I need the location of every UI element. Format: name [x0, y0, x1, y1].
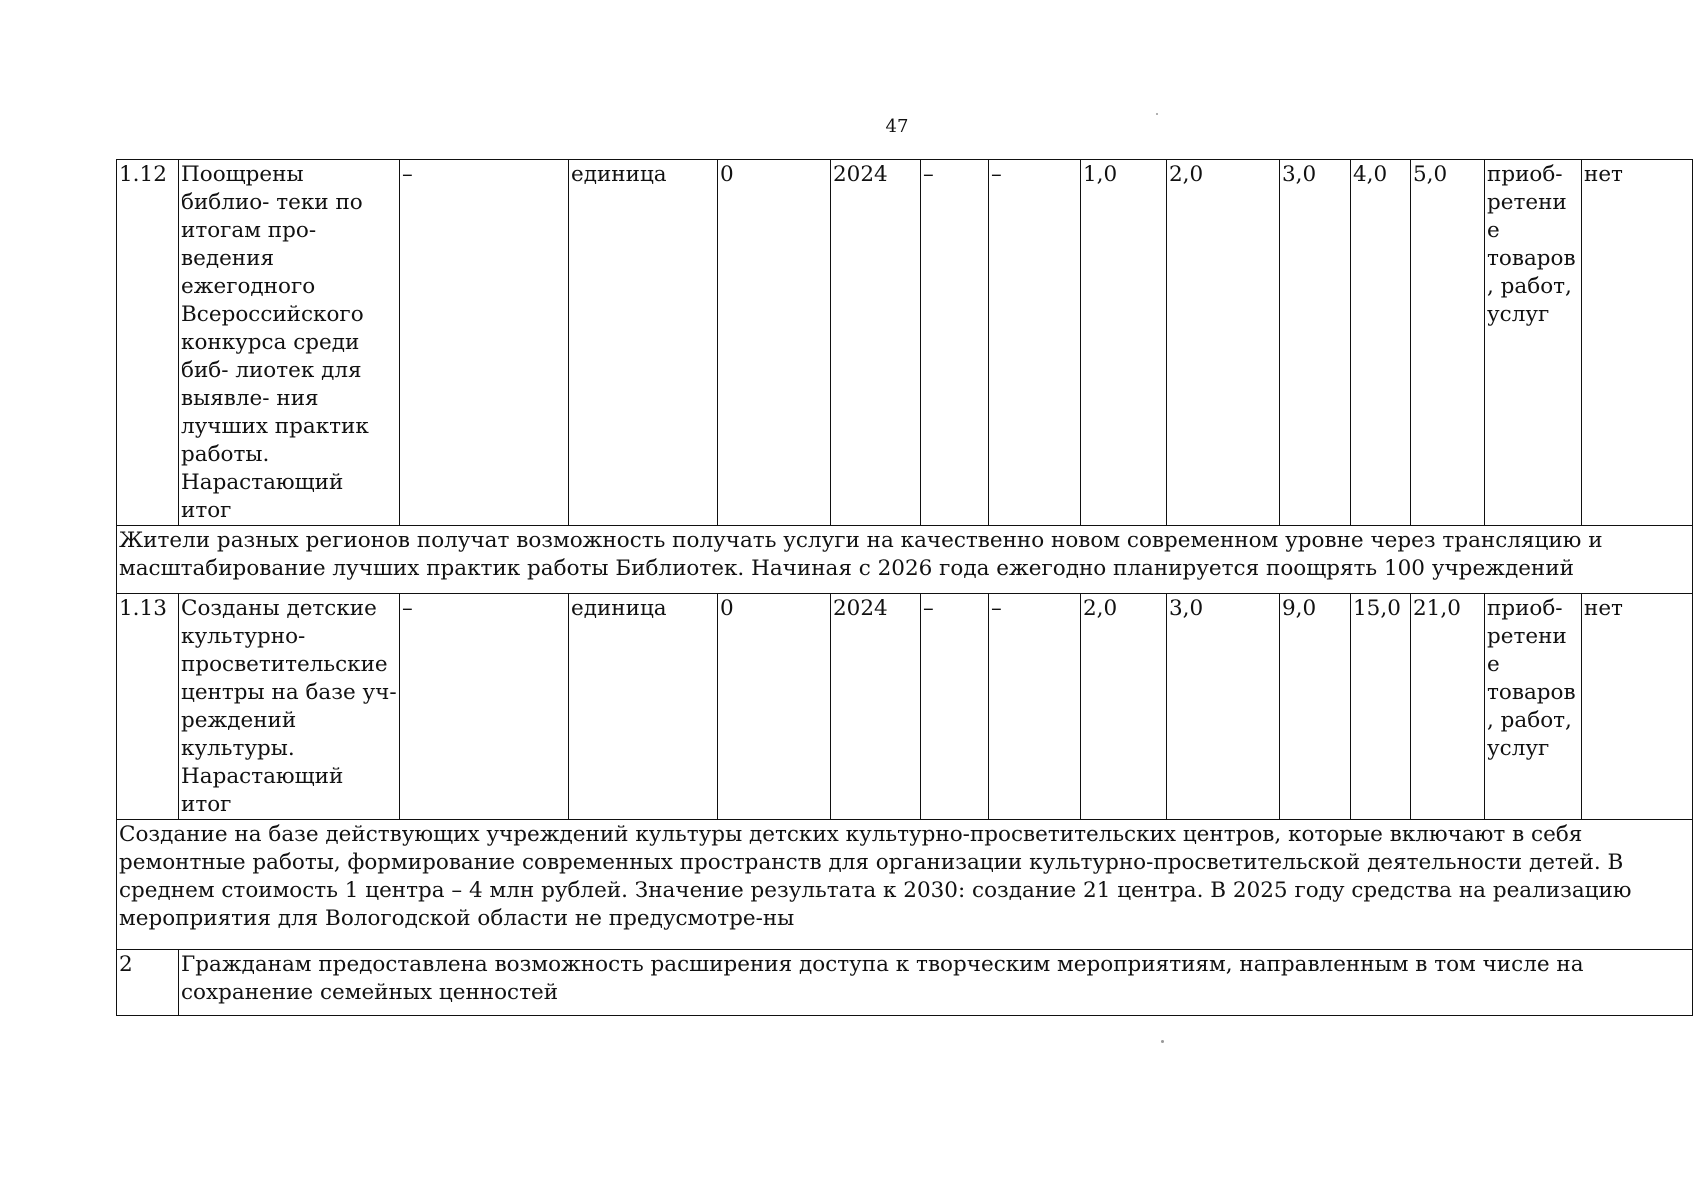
cell-dash: –: [400, 594, 569, 820]
value-cell: 15,0: [1351, 594, 1411, 820]
result-name: Созданы детские культурно- просветительские центры на базе уч- реждений культуры. Нарастающий итог: [179, 594, 400, 820]
type-cell: приоб- ретение товаров, работ, услуг: [1485, 160, 1582, 526]
description-row: [117, 526, 1693, 594]
unit-cell: единица: [569, 594, 718, 820]
value-cell: 2,0: [1081, 594, 1167, 820]
base-value-cell: 0: [718, 594, 831, 820]
cell-dash: –: [921, 594, 989, 820]
cell-dash: –: [989, 160, 1081, 526]
cell-dash: –: [921, 160, 989, 526]
row-number: 1.13: [117, 594, 179, 820]
description-text: Жители разных регионов получат возможность получать услуги на качественно новом современном уровне через трансляцию и масштабирование лучших практик работы Библиотек. Начиная с 2026 года ежегодно планируется поощрять 100 учреждений: [117, 526, 1693, 594]
cell-dash: –: [989, 594, 1081, 820]
result-name: Поощрены библио- теки по итогам про- ведения ежегодного Всероссийского конкурса среди биб- лиотек для выявле- ния лучших практик работы. Нарастающий итог: [179, 160, 400, 526]
value-cell: 3,0: [1167, 594, 1280, 820]
value-cell: 2,0: [1167, 160, 1280, 526]
section-row: [117, 950, 1693, 1016]
results-table: [116, 159, 1693, 1016]
table-row: [117, 594, 1693, 820]
value-cell: 9,0: [1280, 594, 1351, 820]
description-row: [117, 820, 1693, 950]
base-year-cell: 2024: [831, 160, 921, 526]
row-number: 1.12: [117, 160, 179, 526]
cell-dash: –: [400, 160, 569, 526]
base-value-cell: 0: [718, 160, 831, 526]
section-number: 2: [117, 950, 179, 1016]
unit-cell: единица: [569, 160, 718, 526]
scan-speck: [1161, 1040, 1164, 1043]
value-cell: 4,0: [1351, 160, 1411, 526]
description-text: Создание на базе действующих учреждений культуры детских культурно-просветительских центров, которые включают в себя ремонтные работы, формирование современных пространств для организации культурно-просветительской деятельности детей. В среднем стоимость 1 центра – 4 млн рублей. Значение результата к 2030: создание 21 центра. В 2025 году средства на реализацию мероприятия для Вологодской области не предусмотре-ны: [117, 820, 1693, 950]
value-cell: 21,0: [1411, 594, 1485, 820]
base-year-cell: 2024: [831, 594, 921, 820]
value-cell: 5,0: [1411, 160, 1485, 526]
table-row: [117, 160, 1693, 526]
flag-cell: нет: [1582, 594, 1693, 820]
scan-speck: [1156, 113, 1158, 115]
value-cell: 3,0: [1280, 160, 1351, 526]
page-number: 47: [885, 116, 909, 137]
section-text: Гражданам предоставлена возможность расширения доступа к творческим мероприятиям, направленным в том числе на сохранение семейных ценностей: [179, 950, 1693, 1016]
value-cell: 1,0: [1081, 160, 1167, 526]
type-cell: приоб- ретение товаров, работ, услуг: [1485, 594, 1582, 820]
flag-cell: нет: [1582, 160, 1693, 526]
